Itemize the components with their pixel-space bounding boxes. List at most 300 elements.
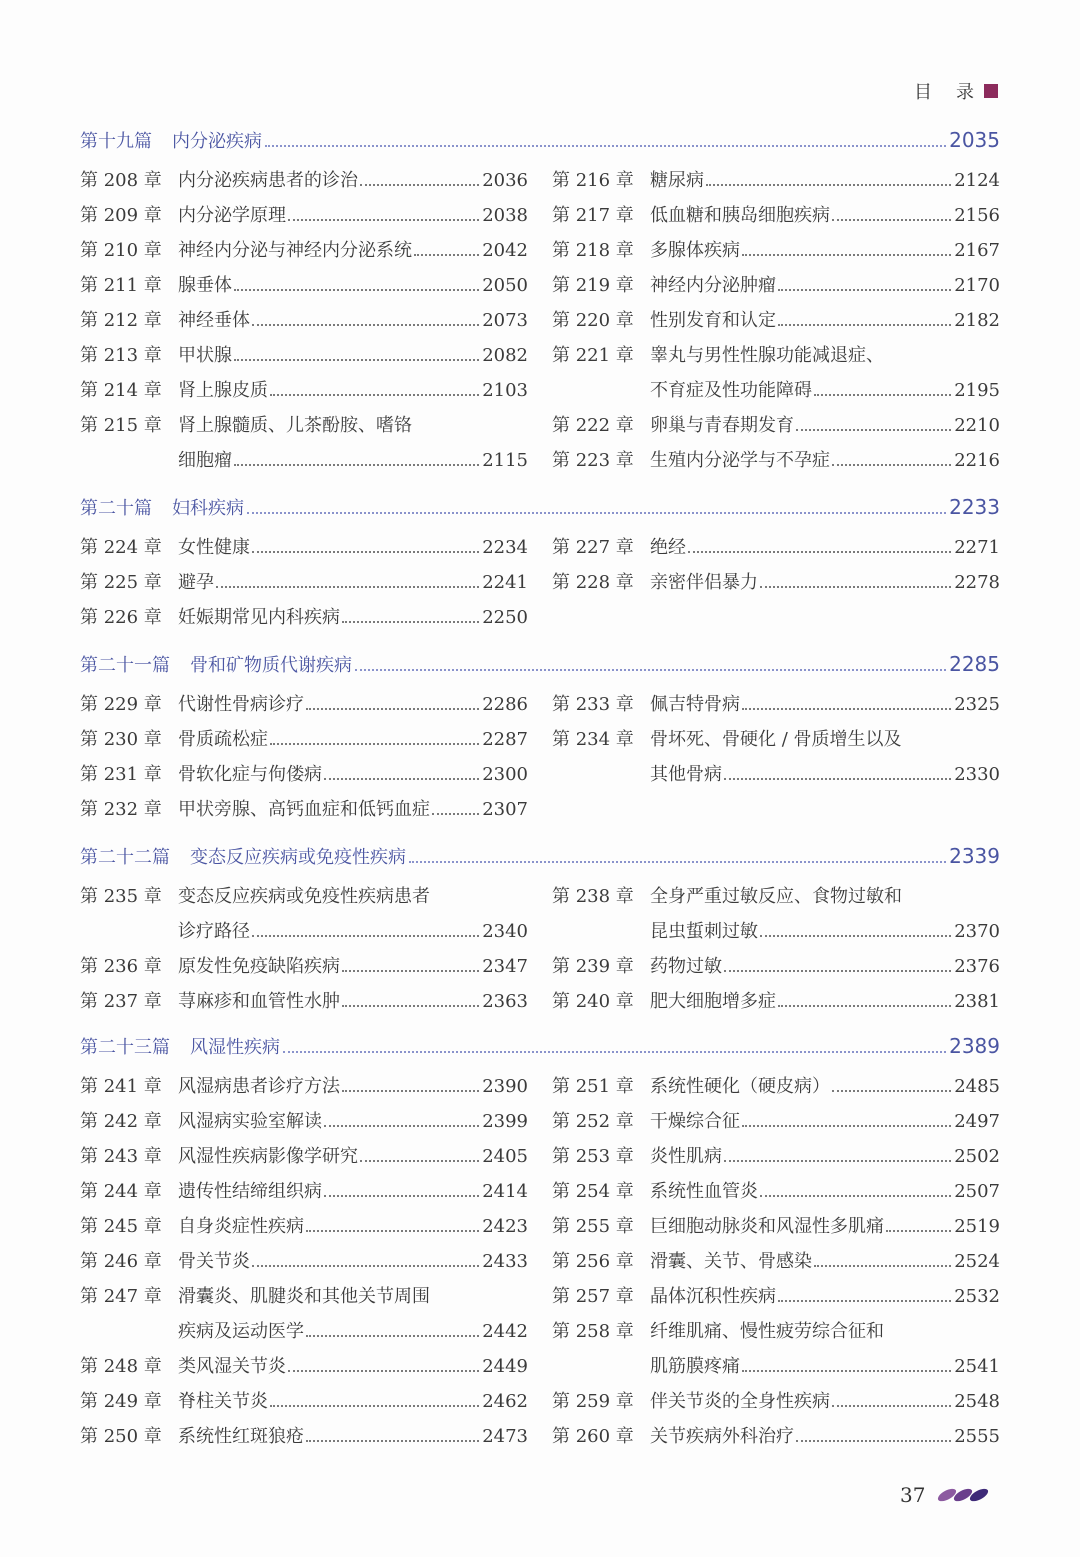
chapter-page: 2497 (954, 1111, 1000, 1132)
toc-chapter-entry (552, 306, 1000, 341)
toc-chapter-entry (552, 1107, 1000, 1142)
chapter-number: 第 231 章 (80, 764, 162, 785)
part-heading (80, 844, 1000, 870)
chapter-title: 遗传性结缔组织病 (178, 1181, 322, 1202)
leader-dots (324, 778, 479, 780)
part-page: 2233 (949, 495, 1000, 519)
leader-dots (306, 1440, 479, 1442)
leader-dots (216, 586, 479, 588)
leader-dots (724, 970, 951, 972)
chapter-page: 2555 (954, 1426, 1000, 1447)
leader-dots (886, 1230, 951, 1232)
toc-chapter-entry (552, 882, 1000, 917)
chapter-title: 神经内分泌肿瘤 (650, 275, 776, 296)
toc-chapter-entry (80, 271, 528, 306)
chapter-page: 2234 (482, 537, 528, 558)
chapter-title: 性别发育和认定 (650, 310, 776, 331)
chapter-page: 2271 (954, 537, 1000, 558)
chapter-title: 风湿病实验室解读 (178, 1111, 322, 1132)
chapter-page: 2036 (482, 170, 528, 191)
toc-chapter-entry (552, 760, 1000, 795)
chapter-number: 第 226 章 (80, 607, 162, 628)
leader-dots (814, 1265, 951, 1267)
chapter-page: 2300 (482, 764, 528, 785)
toc-chapter-entry (552, 917, 1000, 952)
chapter-title: 纤维肌痛、慢性疲劳综合征和 (650, 1321, 884, 1342)
chapter-number: 第 216 章 (552, 170, 634, 191)
toc-chapter-entry (80, 690, 528, 725)
chapter-title: 系统性硬化（硬皮病） (650, 1076, 830, 1097)
leader-dots (760, 1195, 951, 1197)
chapter-page: 2286 (482, 694, 528, 715)
chapter-title: 避孕 (178, 572, 214, 593)
leader-dots (252, 551, 479, 553)
leader-dots (832, 219, 951, 221)
chapter-page: 2287 (482, 729, 528, 750)
toc-chapter-entry (80, 201, 528, 236)
part-number: 第二十二篇 (80, 847, 170, 868)
chapter-page: 2442 (482, 1321, 528, 1342)
toc-chapter-entry (80, 1317, 528, 1352)
chapter-page: 2156 (954, 205, 1000, 226)
leader-dots (724, 778, 951, 780)
toc-chapter-entry (552, 1247, 1000, 1282)
chapter-number: 第 221 章 (552, 345, 634, 366)
toc-chapter-entry (80, 795, 528, 830)
leader-dots (832, 1405, 951, 1407)
chapter-title: 巨细胞动脉炎和风湿性多肌痛 (650, 1216, 884, 1237)
toc-chapter-entry (552, 1387, 1000, 1422)
chapter-title: 风湿性疾病影像学研究 (178, 1146, 358, 1167)
chapter-title: 诊疗路径 (178, 921, 250, 942)
chapter-number: 第 211 章 (80, 275, 162, 296)
leader-dots (270, 743, 479, 745)
chapter-title: 骨质疏松症 (178, 729, 268, 750)
leader-dots (832, 464, 951, 466)
leader-dots (832, 1090, 951, 1092)
leader-dots (724, 1160, 951, 1162)
chapter-title: 多腺体疾病 (650, 240, 740, 261)
toc-chapter-entry (552, 1352, 1000, 1387)
chapter-number: 第 213 章 (80, 345, 162, 366)
toc-chapter-entry (552, 725, 1000, 760)
chapter-title: 肥大细胞增多症 (650, 991, 776, 1012)
leader-dots (355, 669, 946, 671)
chapter-title: 药物过敏 (650, 956, 722, 977)
leader-dots (760, 935, 951, 937)
chapter-title: 炎性肌病 (650, 1146, 722, 1167)
chapter-page: 2170 (954, 275, 1000, 296)
chapter-title: 肾上腺皮质 (178, 380, 268, 401)
chapter-number: 第 252 章 (552, 1111, 634, 1132)
toc-chapter-entry (552, 533, 1000, 568)
toc-chapter-entry (80, 1142, 528, 1177)
chapter-page: 2330 (954, 764, 1000, 785)
running-header (914, 78, 998, 104)
chapter-page: 2519 (954, 1216, 1000, 1237)
chapter-page: 2241 (482, 572, 528, 593)
chapter-number: 第 255 章 (552, 1216, 634, 1237)
chapter-title: 自身炎症性疾病 (178, 1216, 304, 1237)
part-number: 第二十篇 (80, 498, 152, 519)
leader-dots (234, 289, 479, 291)
leader-dots (252, 1265, 479, 1267)
chapter-title: 睾丸与男性性腺功能减退症、 (650, 345, 884, 366)
chapter-number: 第 251 章 (552, 1076, 634, 1097)
leader-dots (324, 1125, 479, 1127)
toc-chapter-entry (80, 1282, 528, 1317)
leader-dots (742, 1370, 951, 1372)
toc-chapter-entry (80, 533, 528, 568)
chapter-page: 2541 (954, 1356, 1000, 1377)
chapter-page: 2278 (954, 572, 1000, 593)
chapter-page: 2167 (954, 240, 1000, 261)
chapter-title: 不育症及性功能障碍 (650, 380, 812, 401)
toc-chapter-entry (80, 166, 528, 201)
chapter-number: 第 246 章 (80, 1251, 162, 1272)
chapter-page: 2340 (482, 921, 528, 942)
chapter-page: 2399 (482, 1111, 528, 1132)
chapter-title: 全身严重过敏反应、食物过敏和 (650, 886, 902, 907)
leader-dots (342, 970, 479, 972)
chapter-page: 2050 (482, 275, 528, 296)
leader-dots (306, 1230, 479, 1232)
chapter-number: 第 228 章 (552, 572, 634, 593)
leader-dots (342, 1090, 479, 1092)
chapter-title: 糖尿病 (650, 170, 704, 191)
leader-dots (360, 1160, 479, 1162)
toc-chapter-entry (552, 1422, 1000, 1457)
chapter-title: 干燥综合征 (650, 1111, 740, 1132)
leader-dots (342, 1005, 479, 1007)
leader-dots (706, 184, 951, 186)
toc-chapter-entry (552, 166, 1000, 201)
chapter-page: 2449 (482, 1356, 528, 1377)
chapter-title: 甲状旁腺、高钙血症和低钙血症 (178, 799, 430, 820)
toc-chapter-entry (552, 1317, 1000, 1352)
chapter-title: 其他骨病 (650, 764, 722, 785)
chapter-title: 滑囊、关节、骨感染 (650, 1251, 812, 1272)
chapter-number: 第 235 章 (80, 886, 162, 907)
part-page: 2285 (949, 652, 1000, 676)
toc-chapter-entry (552, 376, 1000, 411)
chapter-page: 2502 (954, 1146, 1000, 1167)
chapter-page: 2507 (954, 1181, 1000, 1202)
chapter-number: 第 212 章 (80, 310, 162, 331)
chapter-title: 变态反应疾病或免疫性疾病患者 (178, 886, 430, 907)
chapter-page: 2038 (482, 205, 528, 226)
chapter-number: 第 256 章 (552, 1251, 634, 1272)
toc-chapter-entry (552, 411, 1000, 446)
toc-chapter-entry (80, 446, 528, 481)
chapter-number: 第 217 章 (552, 205, 634, 226)
leader-dots (409, 861, 946, 863)
leader-dots (283, 1051, 946, 1053)
leader-dots (778, 289, 951, 291)
part-title: 变态反应疾病或免疫性疾病 (190, 847, 406, 868)
decorative-stripes-icon (937, 1486, 989, 1504)
leader-dots (288, 1370, 479, 1372)
toc-chapter-entry (552, 1072, 1000, 1107)
toc-chapter-entry (80, 1107, 528, 1142)
part-heading (80, 652, 1000, 678)
leader-dots (778, 324, 951, 326)
leader-dots (288, 219, 479, 221)
chapter-title: 妊娠期常见内科疾病 (178, 607, 340, 628)
chapter-number: 第 247 章 (80, 1286, 162, 1307)
toc-chapter-entry (80, 1387, 528, 1422)
chapter-title: 绝经 (650, 537, 686, 558)
chapter-number: 第 232 章 (80, 799, 162, 820)
leader-dots (414, 254, 479, 256)
leader-dots (306, 708, 479, 710)
part-number: 第二十三篇 (80, 1037, 170, 1058)
chapter-number: 第 229 章 (80, 694, 162, 715)
chapter-title: 代谢性骨病诊疗 (178, 694, 304, 715)
chapter-number: 第 253 章 (552, 1146, 634, 1167)
page-footer (900, 1483, 989, 1507)
leader-dots (778, 1005, 951, 1007)
toc-chapter-entry (552, 236, 1000, 271)
part-heading (80, 1034, 1000, 1060)
chapter-title: 肌筋膜疼痛 (650, 1356, 740, 1377)
toc-chapter-entry (552, 1177, 1000, 1212)
chapter-title: 类风湿关节炎 (178, 1356, 286, 1377)
chapter-number: 第 254 章 (552, 1181, 634, 1202)
leader-dots (688, 551, 951, 553)
part-title: 骨和矿物质代谢疾病 (190, 655, 352, 676)
toc-chapter-entry (552, 1282, 1000, 1317)
chapter-number: 第 234 章 (552, 729, 634, 750)
toc-chapter-entry (80, 603, 528, 638)
chapter-title: 伴关节炎的全身性疾病 (650, 1391, 830, 1412)
leader-dots (760, 586, 951, 588)
toc-chapter-entry (552, 952, 1000, 987)
chapter-title: 骨关节炎 (178, 1251, 250, 1272)
chapter-page: 2485 (954, 1076, 1000, 1097)
chapter-title: 关节疾病外科治疗 (650, 1426, 794, 1447)
chapter-number: 第 227 章 (552, 537, 634, 558)
chapter-title: 骨软化症与佝偻病 (178, 764, 322, 785)
chapter-title: 系统性红斑狼疮 (178, 1426, 304, 1447)
chapter-number: 第 230 章 (80, 729, 162, 750)
chapter-page: 2082 (482, 345, 528, 366)
chapter-title: 亲密伴侣暴力 (650, 572, 758, 593)
chapter-title: 脊柱关节炎 (178, 1391, 268, 1412)
header-square-icon (984, 84, 998, 98)
chapter-page: 2103 (482, 380, 528, 401)
chapter-title: 疾病及运动医学 (178, 1321, 304, 1342)
chapter-title: 神经内分泌与神经内分泌系统 (178, 240, 412, 261)
chapter-title: 腺垂体 (178, 275, 232, 296)
chapter-page: 2390 (482, 1076, 528, 1097)
part-title: 内分泌疾病 (172, 131, 262, 152)
leader-dots (432, 813, 479, 815)
chapter-title: 卵巢与青春期发育 (650, 415, 794, 436)
leader-dots (234, 359, 479, 361)
chapter-page: 2423 (482, 1216, 528, 1237)
part-number: 第十九篇 (80, 131, 152, 152)
chapter-title: 风湿病患者诊疗方法 (178, 1076, 340, 1097)
chapter-page: 2548 (954, 1391, 1000, 1412)
toc-chapter-entry (80, 1212, 528, 1247)
toc-chapter-entry (80, 952, 528, 987)
toc-chapter-entry (552, 271, 1000, 306)
leader-dots (778, 1300, 951, 1302)
leader-dots (796, 429, 951, 431)
chapter-number: 第 257 章 (552, 1286, 634, 1307)
chapter-number: 第 243 章 (80, 1146, 162, 1167)
toc-chapter-entry (80, 725, 528, 760)
part-page: 2339 (949, 844, 1000, 868)
chapter-page: 2363 (482, 991, 528, 1012)
chapter-number: 第 260 章 (552, 1426, 634, 1447)
chapter-title: 女性健康 (178, 537, 250, 558)
chapter-page: 2473 (482, 1426, 528, 1447)
chapter-title: 佩吉特骨病 (650, 694, 740, 715)
toc-chapter-entry (80, 1177, 528, 1212)
chapter-title: 系统性血管炎 (650, 1181, 758, 1202)
chapter-number: 第 219 章 (552, 275, 634, 296)
chapter-title: 晶体沉积性疾病 (650, 1286, 776, 1307)
chapter-title: 滑囊炎、肌腱炎和其他关节周围 (178, 1286, 430, 1307)
toc-chapter-entry (552, 690, 1000, 725)
leader-dots (265, 145, 946, 147)
chapter-number: 第 224 章 (80, 537, 162, 558)
chapter-number: 第 223 章 (552, 450, 634, 471)
chapter-title: 荨麻疹和血管性水肿 (178, 991, 340, 1012)
chapter-page: 2524 (954, 1251, 1000, 1272)
chapter-page: 2414 (482, 1181, 528, 1202)
chapter-page: 2532 (954, 1286, 1000, 1307)
toc-chapter-entry (80, 882, 528, 917)
part-page: 2389 (949, 1034, 1000, 1058)
chapter-page: 2376 (954, 956, 1000, 977)
leader-dots (742, 708, 951, 710)
toc-chapter-entry (80, 1422, 528, 1457)
chapter-title: 内分泌学原理 (178, 205, 286, 226)
chapter-page: 2381 (954, 991, 1000, 1012)
chapter-page: 2250 (482, 607, 528, 628)
leader-dots (324, 1195, 479, 1197)
chapter-page: 2115 (482, 450, 528, 471)
toc-chapter-entry (552, 341, 1000, 376)
chapter-title: 原发性免疫缺陷疾病 (178, 956, 340, 977)
toc-chapter-entry (552, 201, 1000, 236)
chapter-page: 2182 (954, 310, 1000, 331)
chapter-page: 2216 (954, 450, 1000, 471)
leader-dots (270, 1405, 479, 1407)
part-title: 妇科疾病 (172, 498, 244, 519)
toc-chapter-entry (552, 987, 1000, 1022)
chapter-number: 第 218 章 (552, 240, 634, 261)
chapter-title: 内分泌疾病患者的诊治 (178, 170, 358, 191)
chapter-page: 2307 (482, 799, 528, 820)
toc-chapter-entry (80, 917, 528, 952)
chapter-number: 第 214 章 (80, 380, 162, 401)
chapter-title: 神经垂体 (178, 310, 250, 331)
chapter-number: 第 236 章 (80, 956, 162, 977)
chapter-number: 第 208 章 (80, 170, 162, 191)
chapter-number: 第 241 章 (80, 1076, 162, 1097)
chapter-page: 2462 (482, 1391, 528, 1412)
toc-chapter-entry (80, 987, 528, 1022)
leader-dots (234, 464, 479, 466)
chapter-page: 2370 (954, 921, 1000, 942)
chapter-title: 骨坏死、骨硬化 / 骨质增生以及 (650, 729, 902, 750)
chapter-page: 2042 (482, 240, 528, 261)
toc-chapter-entry (80, 1072, 528, 1107)
toc-chapter-entry (80, 376, 528, 411)
leader-dots (252, 935, 479, 937)
leader-dots (252, 324, 479, 326)
chapter-title: 昆虫蜇刺过敏 (650, 921, 758, 942)
chapter-number: 第 250 章 (80, 1426, 162, 1447)
leader-dots (742, 1125, 951, 1127)
toc-chapter-entry (80, 760, 528, 795)
page-number: 37 (900, 1483, 926, 1507)
chapter-number: 第 222 章 (552, 415, 634, 436)
leader-dots (742, 254, 951, 256)
chapter-page: 2124 (954, 170, 1000, 191)
chapter-page: 2325 (954, 694, 1000, 715)
chapter-title: 低血糖和胰岛细胞疾病 (650, 205, 830, 226)
chapter-title: 生殖内分泌学与不孕症 (650, 450, 830, 471)
chapter-number: 第 225 章 (80, 572, 162, 593)
part-number: 第二十一篇 (80, 655, 170, 676)
chapter-number: 第 209 章 (80, 205, 162, 226)
toc-chapter-entry (552, 1142, 1000, 1177)
toc-chapter-entry (80, 568, 528, 603)
chapter-page: 2210 (954, 415, 1000, 436)
leader-dots (247, 512, 946, 514)
toc-chapter-entry (80, 236, 528, 271)
chapter-number: 第 258 章 (552, 1321, 634, 1342)
chapter-number: 第 244 章 (80, 1181, 162, 1202)
header-label-mu: 目 (914, 82, 934, 103)
part-page: 2035 (949, 128, 1000, 152)
leader-dots (814, 394, 951, 396)
chapter-page: 2405 (482, 1146, 528, 1167)
toc-chapter-entry (552, 1212, 1000, 1247)
chapter-title: 甲状腺 (178, 345, 232, 366)
part-title: 风湿性疾病 (190, 1037, 280, 1058)
leader-dots (796, 1440, 951, 1442)
chapter-title: 细胞瘤 (178, 450, 232, 471)
toc-chapter-entry (80, 1247, 528, 1282)
chapter-page: 2073 (482, 310, 528, 331)
chapter-number: 第 242 章 (80, 1111, 162, 1132)
leader-dots (270, 394, 479, 396)
chapter-number: 第 239 章 (552, 956, 634, 977)
chapter-page: 2347 (482, 956, 528, 977)
chapter-number: 第 240 章 (552, 991, 634, 1012)
leader-dots (360, 184, 479, 186)
header-label-lu: 录 (956, 82, 976, 103)
chapter-number: 第 259 章 (552, 1391, 634, 1412)
chapter-number: 第 249 章 (80, 1391, 162, 1412)
chapter-page: 2433 (482, 1251, 528, 1272)
toc-chapter-entry (552, 446, 1000, 481)
toc-chapter-entry (80, 1352, 528, 1387)
toc-chapter-entry (80, 411, 528, 446)
leader-dots (342, 621, 479, 623)
chapter-number: 第 220 章 (552, 310, 634, 331)
toc-chapter-entry (80, 341, 528, 376)
part-heading (80, 495, 1000, 521)
chapter-number: 第 233 章 (552, 694, 634, 715)
chapter-number: 第 215 章 (80, 415, 162, 436)
